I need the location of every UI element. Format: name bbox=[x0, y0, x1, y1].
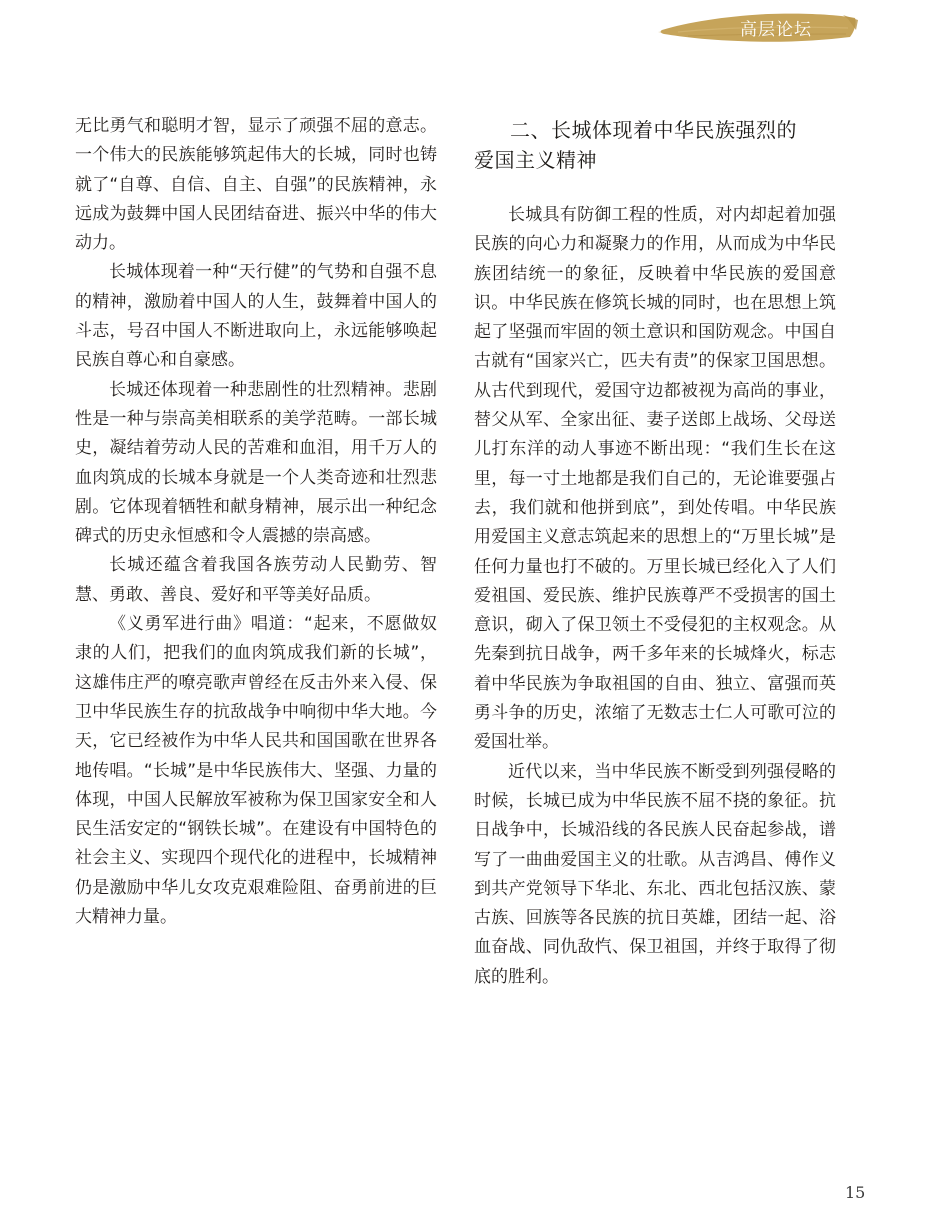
section-tag bbox=[658, 10, 858, 46]
paragraph: 无比勇气和聪明才智，显示了顽强不屈的意志。一个伟大的民族能够筑起伟大的长城，同时也铸就了“自尊、自信、自主、自强”的民族精神，永远成为鼓舞中国人民团结奋进、振兴中华的伟大动力。 bbox=[75, 116, 437, 254]
page-number: 15 bbox=[845, 1183, 866, 1202]
paragraph: 近代以来，当中华民族不断受到列强侵略的时候，长城已成为中华民族不屈不挠的象征。抗日战争中，长城沿线的各民族人民奋起参战，谱写了一曲曲爱国主义的壮歌。从吉鸿昌、傅作义到共产党领导下华北、东北、西北包括汉族、蒙古族、回族等各民族的抗日英雄，团结一起、浴血奋战、同仇敌忾、保卫祖国，并终于取得了彻底的胜利。 bbox=[474, 761, 836, 987]
section-heading-line1: 二、长城体现着中华民族强烈的 bbox=[510, 118, 797, 142]
paragraph: 长城还蕴含着我国各族劳动人民勤劳、智慧、勇敢、善良、爱好和平等美好品质。 bbox=[75, 555, 437, 605]
paragraph: 长城具有防御工程的性质，对内却起着加强民族的向心力和凝聚力的作用，从而成为中华民族团结统一的象征，反映着中华民族的爱国意识。中华民族在修筑长城的同时，也在思想上筑起了坚强而牢固的领土意识和国防观念。中国自古就有“国家兴亡，匹夫有责”的保家卫国思想。从古代到现代，爱国守边都被视为高尚的事业，替父从军、全家出征、妻子送郎上战场、父母送儿打东洋的动人事迹不断出现：“我们生长在这里，每一寸土地都是我们自己的，无论谁要强占去，我们就和他拼到底”，到处传唱。中华民族用爱国主义意志筑起来的思想上的“万里长城”是任何力量也打不破的。万里长城已经化入了人们爱祖国、爱民族、维护民族尊严不受损害的国土意识，砌入了保卫领土不受侵犯的主权观念。从先秦到抗日战争，两千多年来的长城烽火，标志着中华民族为争取祖国的自由、独立、富强而英勇斗争的历史，浓缩了无数志士仁人可歌可泣的爱国壮举。 bbox=[474, 205, 836, 753]
section-heading-line2: 爱国主义精神 bbox=[474, 148, 597, 172]
right-column bbox=[474, 115, 836, 992]
section-tag-label: 高层论坛 bbox=[740, 20, 812, 40]
paragraph: 长城还体现着一种悲剧性的壮烈精神。悲剧性是一种与崇高美相联系的美学范畴。一部长城史，凝结着劳动人民的苦难和血泪，用千万人的血肉筑成的长城本身就是一个人类奇迹和壮烈悲剧。它体现着牺牲和献身精神，展示出一种纪念碑式的历史永恒感和令人震撼的崇高感。 bbox=[75, 379, 437, 547]
paragraph: 《义勇军进行曲》唱道：“起来，不愿做奴隶的人们，把我们的血肉筑成我们新的长城”，这雄伟庄严的嘹亮歌声曾经在反击外来入侵、保卫中华民族生存的抗敌战争中响彻中华大地。今天，它已经被作为中华人民共和国国歌在世界各地传唱。“长城”是中华民族伟大、坚强、力量的体现，中国人民解放军被称为保卫国家安全和人民生活安定的“钢铁长城”。在建设有中国特色的社会主义、实现四个现代化的进程中，长城精神仍是激励中华儿女攻克艰难险阻、奋勇前进的巨大精神力量。 bbox=[75, 614, 437, 928]
paragraph: 长城体现着一种“天行健”的气势和自强不息的精神，激励着中国人的人生，鼓舞着中国人的斗志，号召中国人不断进取向上，永远能够唤起民族自尊心和自豪感。 bbox=[75, 262, 437, 371]
left-column bbox=[75, 112, 437, 932]
section-heading bbox=[474, 115, 836, 175]
